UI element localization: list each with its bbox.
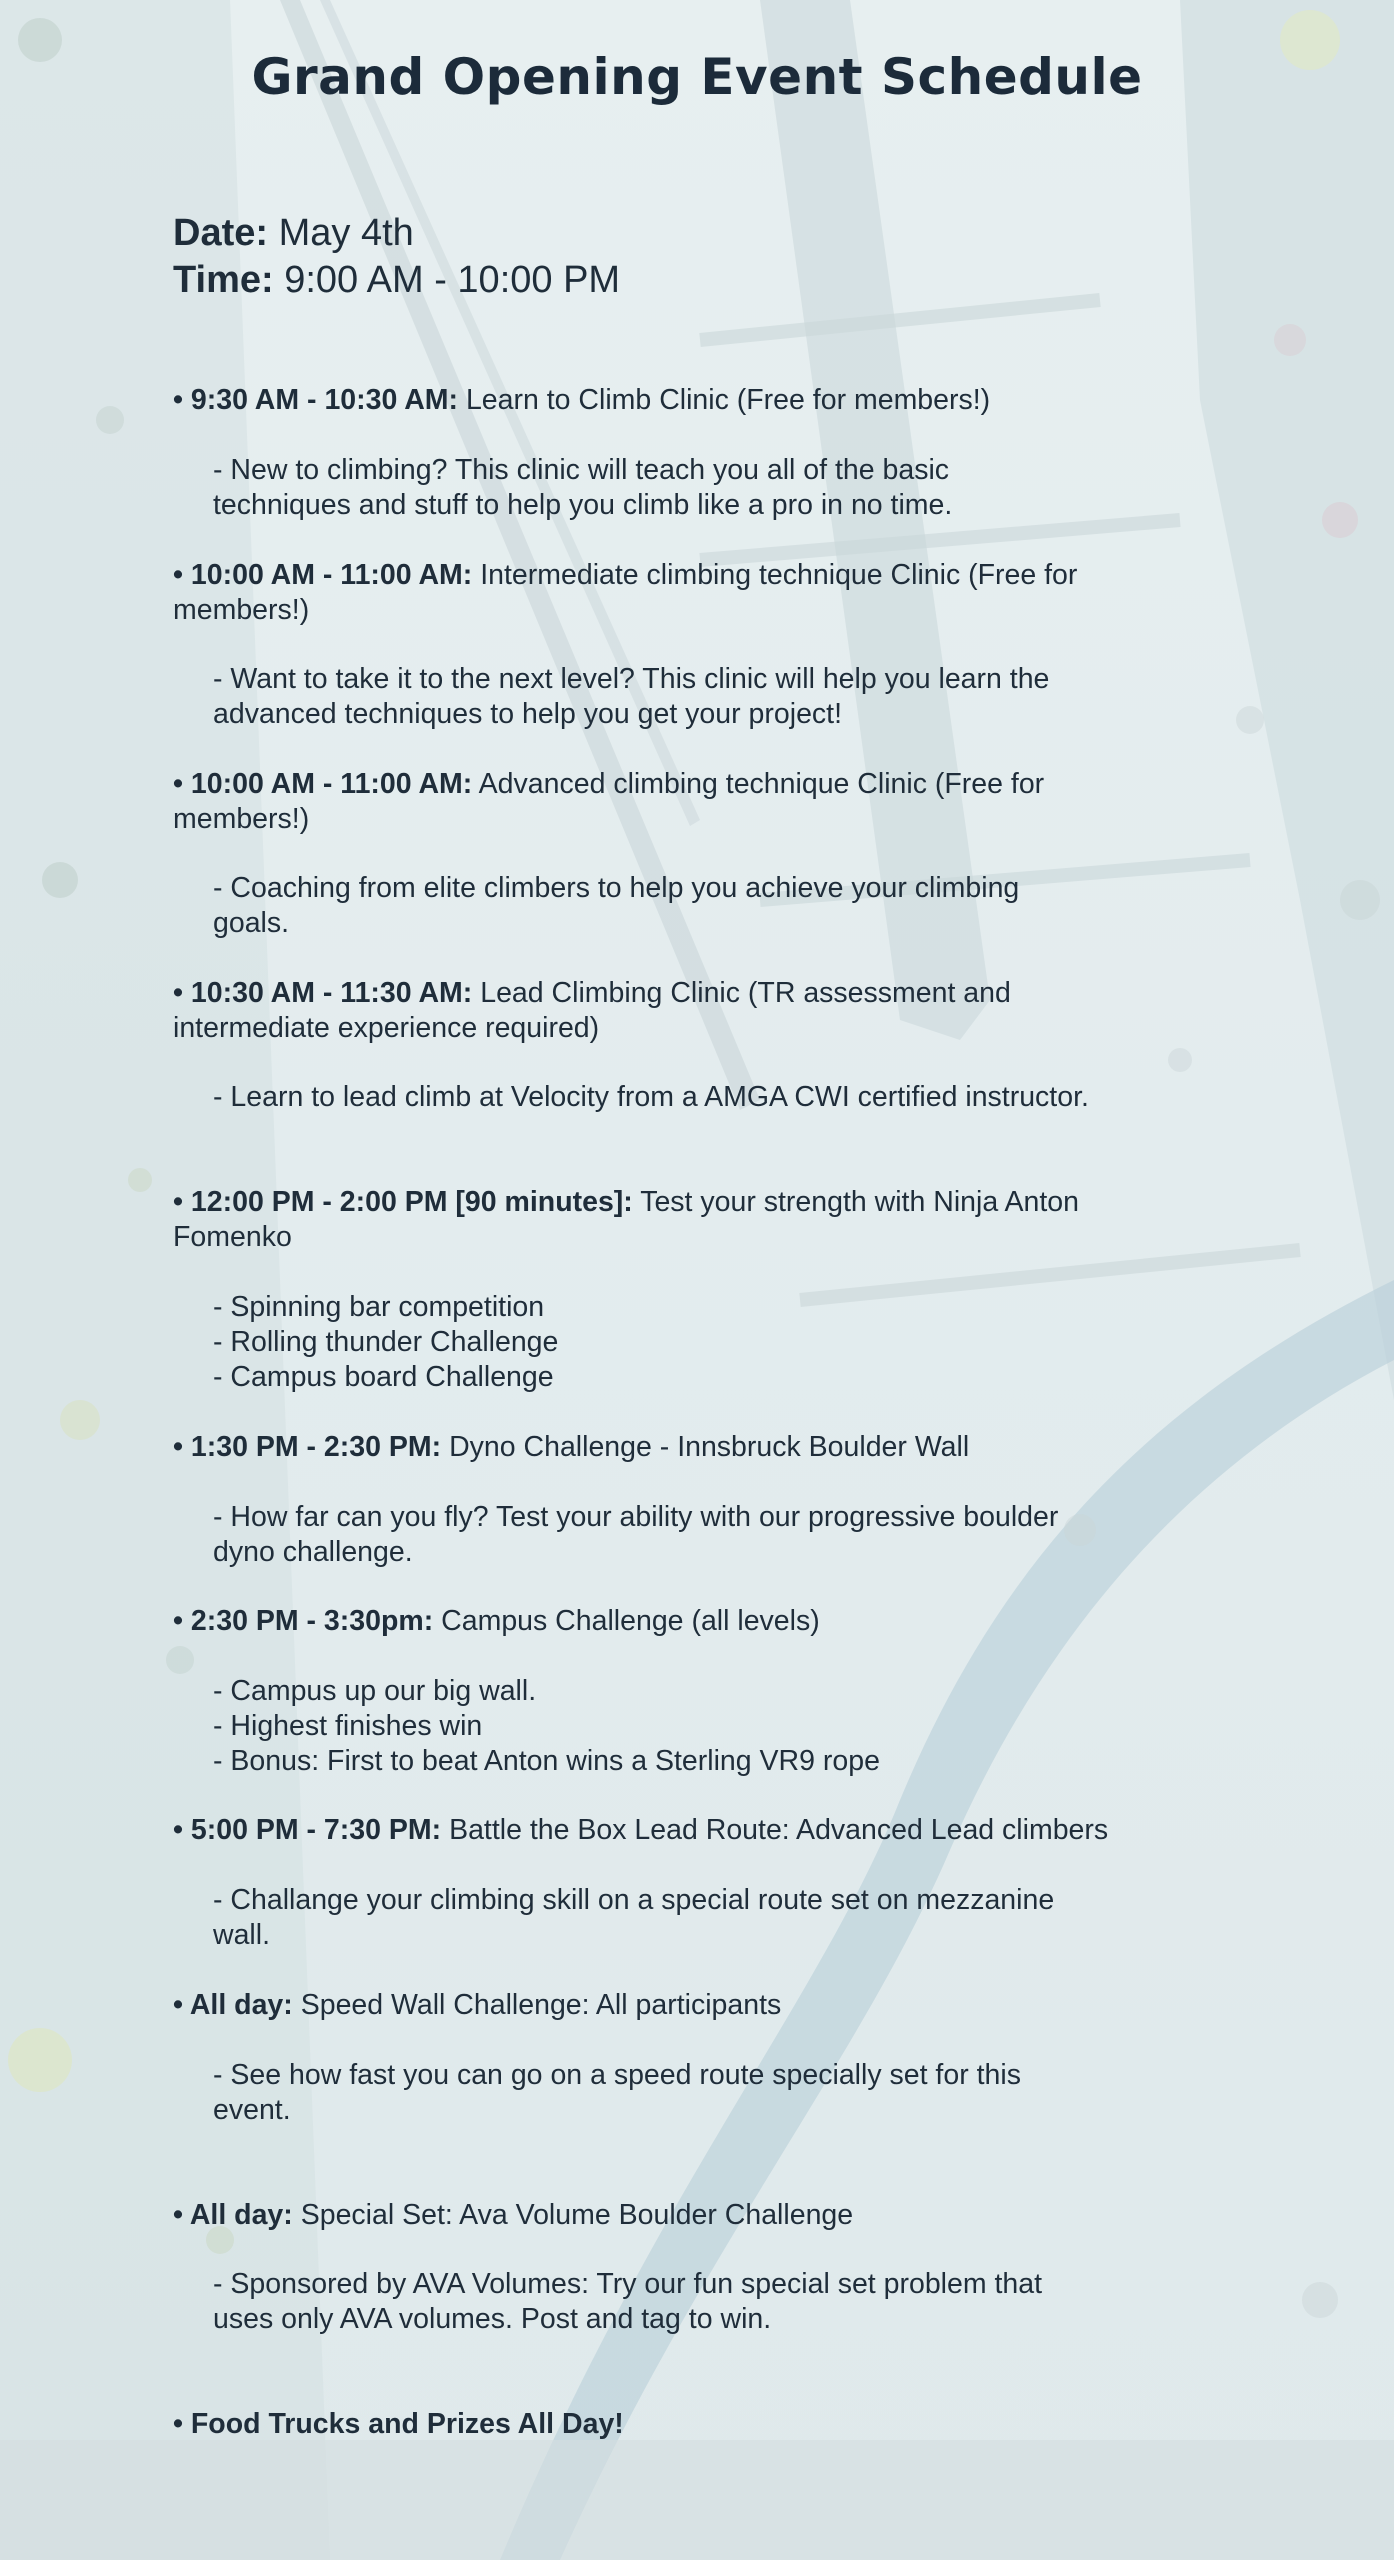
date-value: May 4th	[278, 212, 414, 254]
schedule-time: • 1:30 PM - 2:30 PM:	[173, 1431, 442, 1463]
schedule-item	[173, 1185, 1173, 1255]
schedule-item	[173, 558, 1173, 628]
schedule-details	[213, 2058, 1093, 2128]
schedule-time: • All day:	[173, 1989, 293, 2021]
schedule-time: • 10:00 AM - 11:00 AM:	[173, 559, 473, 591]
schedule-detail-line: - Spinning bar competition	[213, 1291, 545, 1323]
schedule-detail-line: - Challange your climbing skill on a special route set on mezzanine wall.	[213, 1884, 1055, 1951]
schedule-item	[173, 1430, 1173, 1465]
schedule-detail-line: - How far can you fly? Test your ability with our progressive boulder dyno challenge.	[213, 1501, 1059, 1568]
schedule-description: Campus Challenge (all levels)	[441, 1605, 820, 1637]
event-date	[173, 210, 620, 257]
event-date-time	[173, 210, 620, 304]
schedule-description: Dyno Challenge - Innsbruck Boulder Wall	[449, 1431, 970, 1463]
schedule-details	[213, 662, 1093, 732]
footer-note	[173, 2407, 1173, 2442]
schedule-time: • 9:30 AM - 10:30 AM:	[173, 384, 459, 416]
time-value: 9:00 AM - 10:00 PM	[284, 259, 621, 301]
schedule-description: Learn to Climb Clinic (Free for members!)	[465, 384, 991, 416]
schedule-description: Advanced climbing technique Clinic (Free for members!)	[173, 768, 1045, 835]
date-label: Date:	[173, 212, 269, 254]
schedule-detail-line: - Want to take it to the next level? This clinic will help you learn the advanced techniques to help you get your project!	[213, 663, 1050, 730]
schedule-time: • 10:30 AM - 11:30 AM:	[173, 977, 473, 1009]
schedule-description: Special Set: Ava Volume Boulder Challenge	[300, 2199, 854, 2231]
schedule-detail-line: - Campus board Challenge	[213, 1361, 554, 1393]
schedule-detail-line: - See how fast you can go on a speed route specially set for this event.	[213, 2059, 1021, 2126]
schedule-time: • All day:	[173, 2199, 293, 2231]
schedule-detail-line: - New to climbing? This clinic will teach you all of the basic techniques and stuff to help you climb like a pro in no time.	[213, 454, 953, 521]
schedule-description: Intermediate climbing technique Clinic (Free for members!)	[173, 559, 1078, 626]
schedule-details	[213, 871, 1093, 941]
event-time	[173, 257, 620, 304]
footer-text: • Food Trucks and Prizes All Day!	[173, 2408, 624, 2440]
schedule-description: Lead Climbing Clinic (TR assessment and intermediate experience required)	[173, 977, 1011, 1044]
schedule-item	[173, 976, 1173, 1046]
schedule-item	[173, 1813, 1173, 1848]
schedule-time: • 2:30 PM - 3:30pm:	[173, 1605, 434, 1637]
schedule-item	[173, 1604, 1173, 1639]
schedule-detail-line: - Sponsored by AVA Volumes: Try our fun special set problem that uses only AVA volumes. Post and tag to win.	[213, 2268, 1043, 2335]
schedule-detail-line: - Bonus: First to beat Anton wins a Sterling VR9 rope	[213, 1745, 880, 1777]
schedule-details	[213, 2267, 1093, 2337]
schedule-time: • 10:00 AM - 11:00 AM:	[173, 768, 473, 800]
schedule-description: Speed Wall Challenge: All participants	[300, 1989, 782, 2021]
schedule-details	[213, 1500, 1093, 1570]
schedule-details	[213, 453, 1093, 523]
schedule-item	[173, 767, 1173, 837]
schedule-detail-line: - Learn to lead climb at Velocity from a AMGA CWI certified instructor.	[213, 1081, 1089, 1113]
schedule-details	[213, 1674, 1093, 1779]
schedule-details	[213, 1883, 1093, 1953]
schedule-detail-line: - Rolling thunder Challenge	[213, 1326, 559, 1358]
schedule-details	[213, 1290, 1093, 1395]
schedule-detail-line: - Coaching from elite climbers to help you achieve your climbing goals.	[213, 872, 1020, 939]
schedule-details	[213, 1080, 1093, 1115]
schedule-time: • 12:00 PM - 2:00 PM [90 minutes]:	[173, 1186, 633, 1218]
schedule-detail-line: - Highest finishes win	[213, 1710, 483, 1742]
time-label: Time:	[173, 259, 274, 301]
schedule-item	[173, 1988, 1173, 2023]
schedule-time: • 5:00 PM - 7:30 PM:	[173, 1814, 442, 1846]
schedule-item	[173, 2198, 1173, 2233]
schedule-detail-line: - Campus up our big wall.	[213, 1675, 537, 1707]
page-title: Grand Opening Event Schedule	[251, 48, 1143, 106]
schedule-description: Test your strength with Ninja Anton Fomenko	[173, 1186, 1080, 1253]
schedule-item	[173, 383, 1173, 418]
schedule-description: Battle the Box Lead Route: Advanced Lead climbers	[449, 1814, 1109, 1846]
